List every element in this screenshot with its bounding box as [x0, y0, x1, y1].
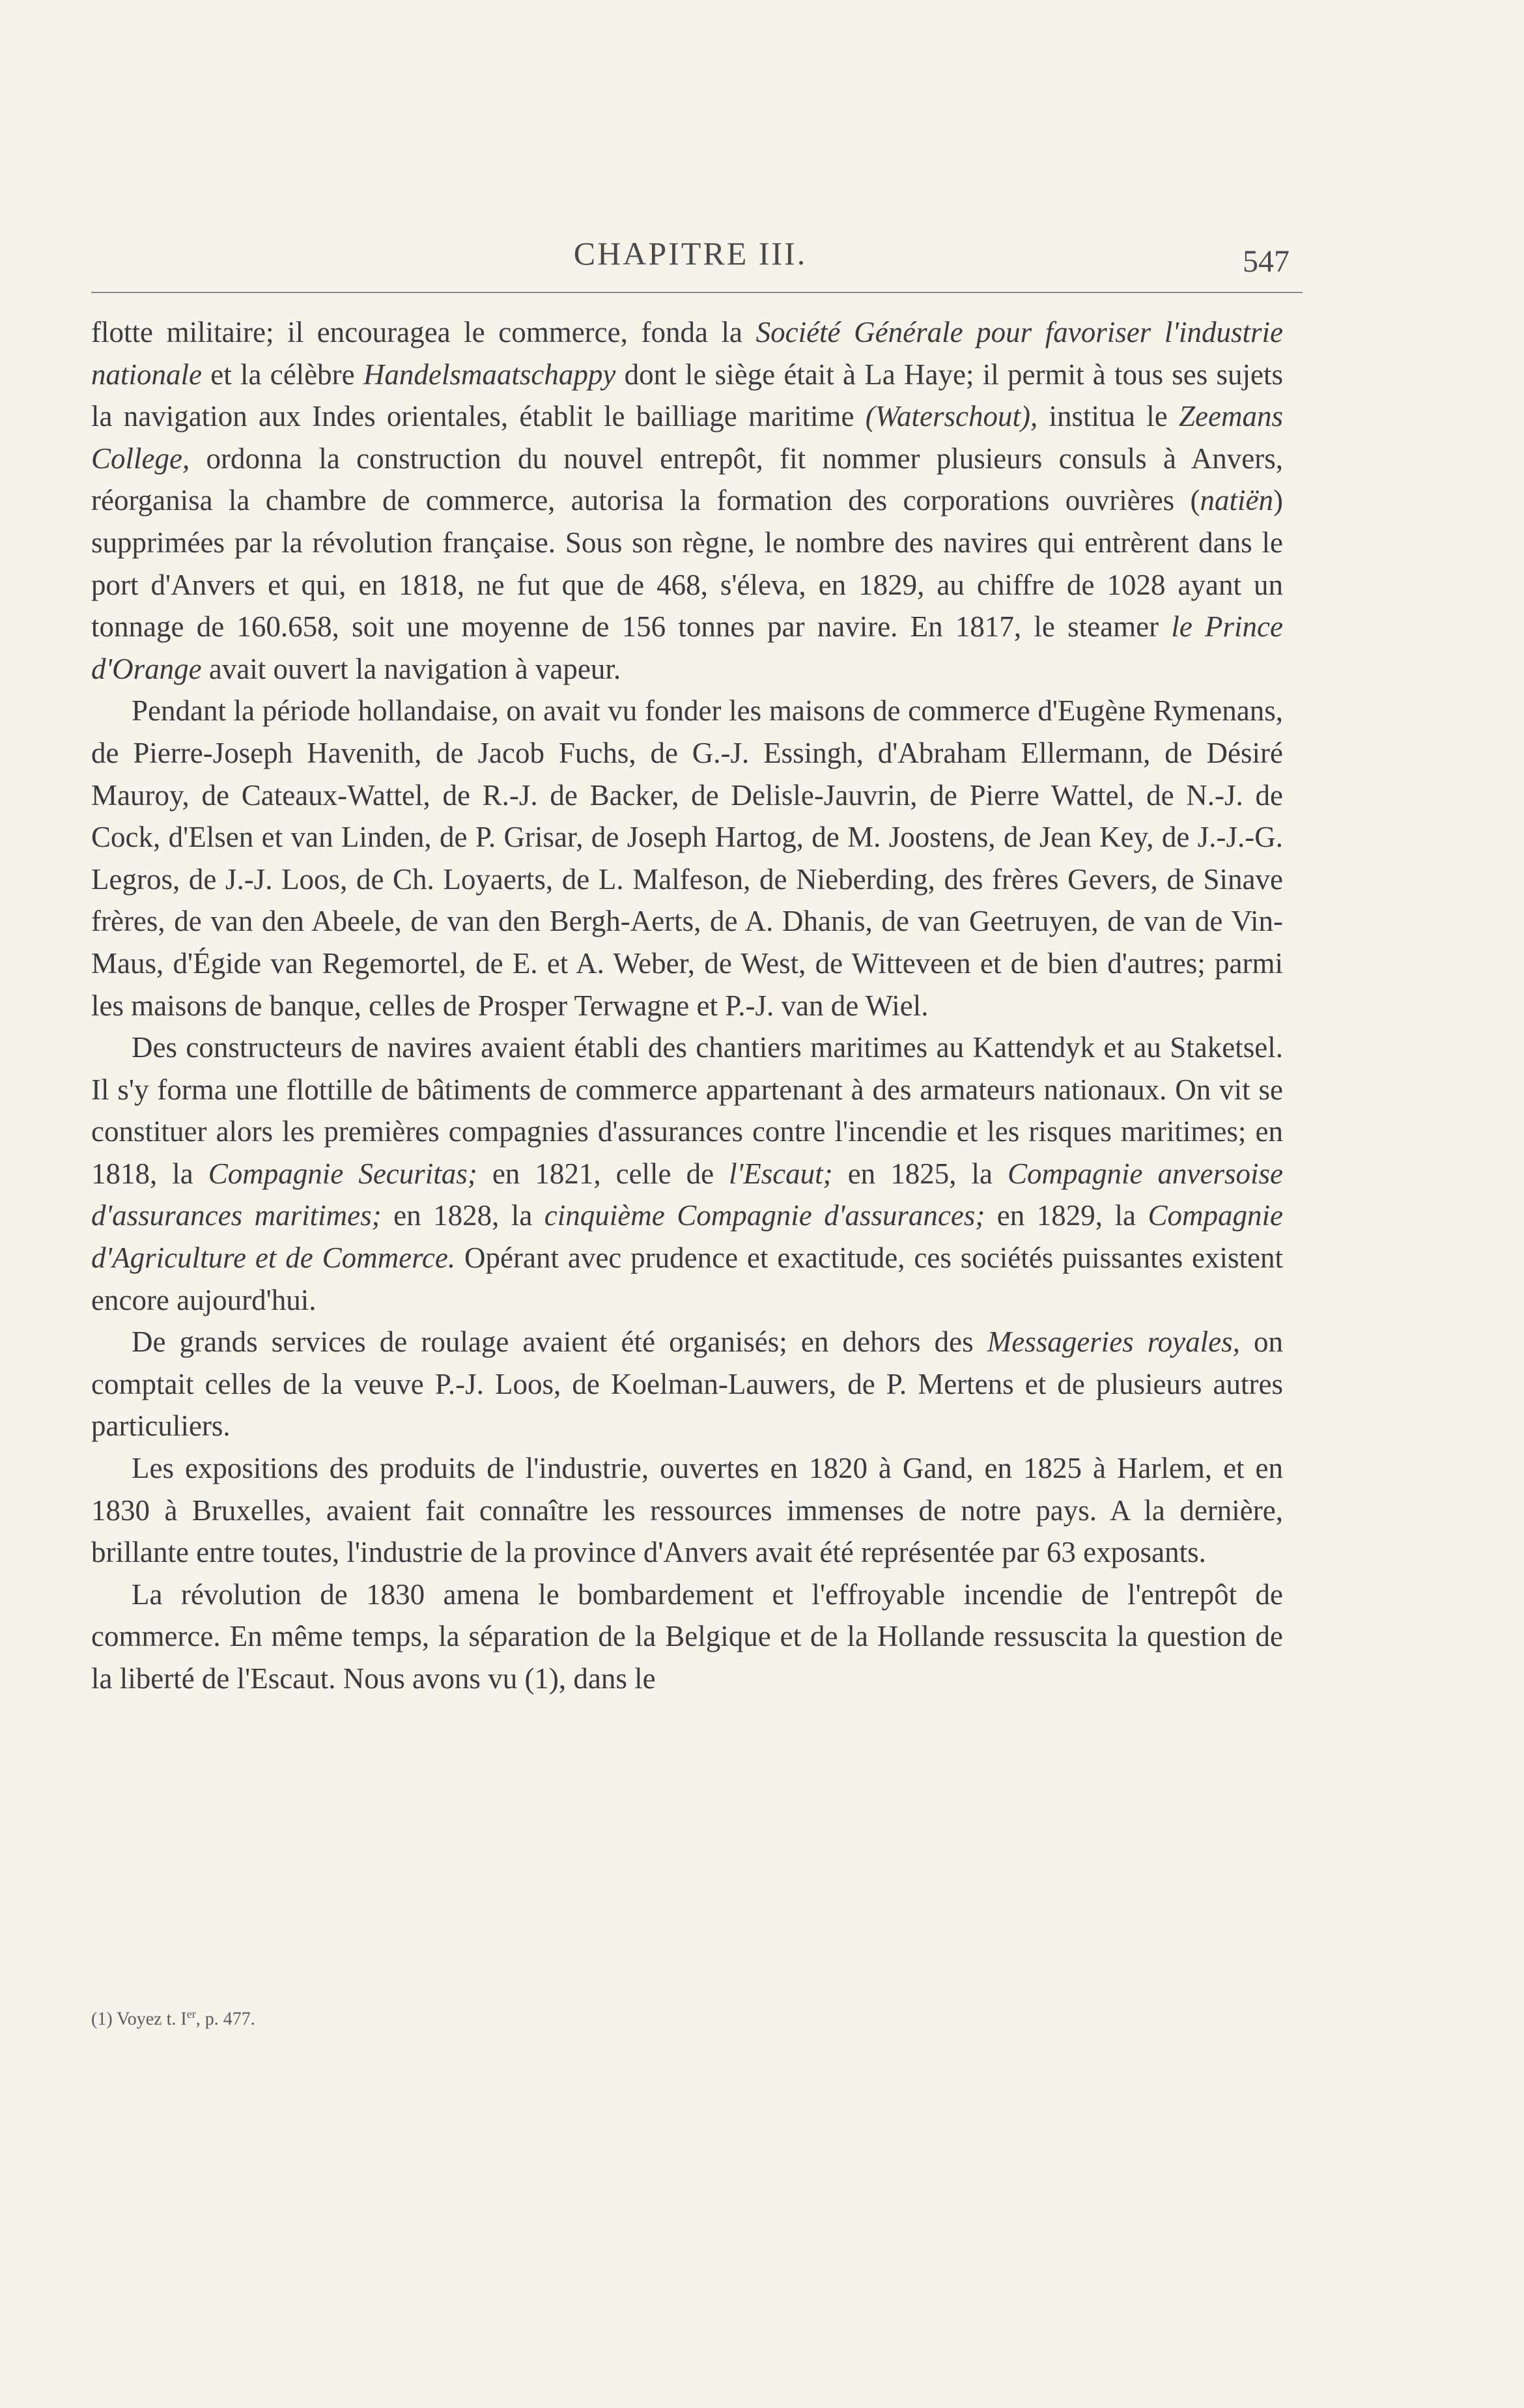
chapter-title: CHAPITRE III. — [573, 235, 808, 272]
footnote-text: (1) Voyez t. I — [91, 2009, 187, 2030]
footnote — [91, 2007, 1283, 2030]
paragraph — [91, 311, 1283, 690]
page-number: 547 — [1243, 244, 1290, 279]
paragraph-text: Des constructeurs de navires avaient établi des chantiers maritimes au Kattendyk et au Staketsel. Il s'y forma une flottille de bâtiments de commerce appartenant à des armateurs nationaux. On vit se constituer alors les premières compagnies d'assurances contre l'incendie et les risques maritimes; en 1818, la — [91, 1031, 1283, 1190]
italic-text: Handelsmaatschappy — [363, 358, 616, 391]
paragraph-text: De grands services de roulage avaient été organisés; en dehors des — [132, 1325, 987, 1359]
paragraph-text: Opérant avec prudence et exactitude, ces sociétés puissantes existent encore aujourd'hui. — [91, 1241, 1283, 1316]
paragraph-text: et la célèbre — [201, 358, 363, 391]
italic-text: Compagnie Securitas; — [208, 1157, 477, 1190]
italic-text: Compagnie d'Agriculture et de Commerce. — [91, 1199, 1283, 1275]
paragraph-text: Pendant la période hollandaise, on avait vu fonder les maisons de commerce d'Eugène Rymenans, de Pierre-Joseph Havenith, de Jacob Fuchs, de G.-J. Essingh, d'Abraham Ellermann, de Désiré Mauroy, de Cateaux-Wattel, de R.-J. de Backer, de Delisle-Jauvrin, de Pierre Wattel, de N.-J. de Cock, d'Elsen et van Linden, de P. Grisar, de Joseph Hartog, de M. Joostens, de Jean Key, de J.-J.-G. Legros, de J.-J. Loos, de Ch. Loyaerts, de L. Malfeson, de Nieberding, des frères Gevers, de Sinave frères, de van den Abeele, de van den Bergh-Aerts, de A. Dhanis, de van Geetruyen, de van de Vin-Maus, d'Égide van Regemortel, de E. et A. Weber, de West, de Witteveen et de bien d'autres; parmi les maisons de banque, celles de Prosper Terwagne et P.-J. van de Wiel. — [91, 694, 1283, 1022]
paragraph-text: institua le — [1037, 400, 1179, 433]
paragraph-text: on comptait celles de la veuve P.-J. Loos, de Koelman-Lauwers, de P. Mertens et de plusieurs autres particuliers. — [91, 1325, 1284, 1443]
running-head — [91, 234, 1290, 280]
italic-text: Société Générale pour favoriser l'industrie nationale — [91, 316, 1283, 391]
italic-text: le Prince d'Orange — [91, 610, 1283, 685]
paragraph — [91, 1574, 1283, 1700]
footnote-superscript: er — [186, 2007, 196, 2020]
paragraph-text: flotte militaire; il encouragea le commerce, fonda la — [91, 316, 756, 348]
italic-text: cinquième Compagnie d'assurances; — [544, 1199, 985, 1232]
paragraph — [91, 1027, 1283, 1321]
italic-text: Compagnie anversoise d'assurances maritimes; — [91, 1157, 1283, 1232]
paragraph-text: en 1821, celle de — [477, 1157, 729, 1190]
paragraph-text: Les expositions des produits de l'industrie, ouvertes en 1820 à Gand, en 1825 à Harlem, et en 1830 à Bruxelles, avaient fait connaître les ressources immenses de notre pays. A la dernière, brillante entre toutes, l'industrie de la province d'Anvers avait été représentée par 63 exposants. — [91, 1452, 1283, 1569]
header-rule — [91, 292, 1303, 293]
paragraph-text: avait ouvert la navigation à vapeur. — [201, 652, 621, 685]
italic-text: Zeemans College, — [91, 400, 1283, 475]
paragraph — [91, 690, 1283, 1027]
footnote-text-end: , p. 477. — [195, 2009, 255, 2030]
paragraph-text: dont le siège était à La Haye; il permit à tous ses sujets la navigation aux Indes orientales, établit le bailliage maritime — [91, 358, 1283, 433]
paragraph — [91, 1447, 1283, 1574]
paragraph-text: ) supprimées par la révolution française. Sous son règne, le nombre des navires qui entrèrent dans le port d'Anvers et qui, en 1818, ne fut que de 468, s'éleva, en 1829, au chiffre de 1028 ayant un tonnage de 160.658, soit une moyenne de 156 tonnes par navire. En 1817, le steamer — [91, 484, 1283, 644]
paragraph-text: en 1829, la — [985, 1199, 1148, 1232]
paragraph-text: La révolution de 1830 amena le bombardement et l'effroyable incendie de l'entrepôt de commerce. En même temps, la séparation de la Belgique et de la Hollande ressuscita la question de la liberté de l'Escaut. Nous avons vu (1), dans le — [91, 1578, 1283, 1695]
italic-text: (Waterschout), — [865, 400, 1038, 433]
italic-text: natiën — [1200, 484, 1273, 517]
italic-text: l'Escaut; — [729, 1157, 833, 1190]
paragraph-text: en 1828, la — [381, 1199, 544, 1232]
paragraph — [91, 1321, 1283, 1447]
paragraph-text: en 1825, la — [832, 1157, 1008, 1190]
paragraph-text: ordonna la construction du nouvel entrepôt, fit nommer plusieurs consuls à Anvers, réorganisa la chambre de commerce, autorisa la formation des corporations ouvrières ( — [91, 442, 1283, 517]
body-text — [91, 311, 1283, 1700]
italic-text: Messageries royales, — [987, 1325, 1240, 1359]
